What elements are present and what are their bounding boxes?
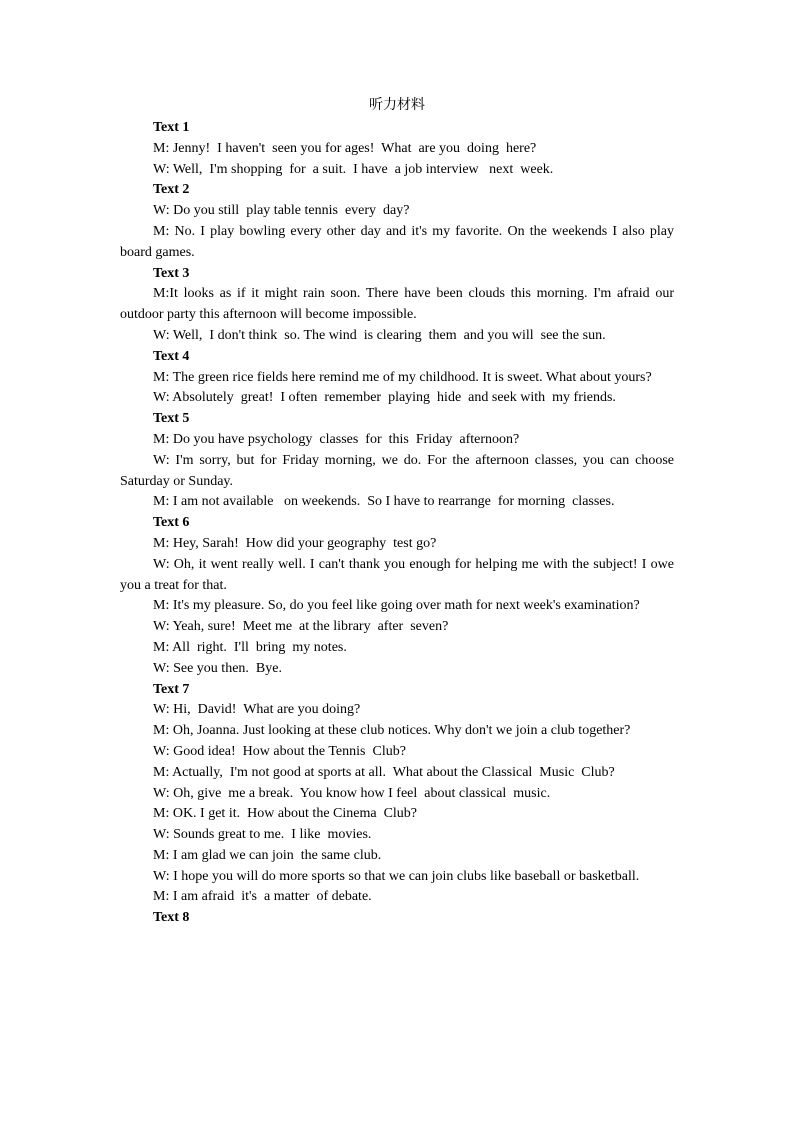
- section-heading: Text 1: [153, 120, 190, 135]
- dialogue-line: W: See you then. Bye.: [153, 660, 282, 676]
- section-heading: Text 3: [153, 265, 190, 281]
- dialogue-line: M: Jenny! I haven't seen you for ages! What are you doing here?: [153, 140, 537, 156]
- section-heading: Text 7: [153, 681, 190, 697]
- dialogue-line: W: Oh, give me a break. You know how I feel about classical music.: [153, 785, 551, 801]
- dialogue-line: M: It's my pleasure. So, do you feel like going over math for next week's examination?: [153, 598, 640, 614]
- section-heading: Text 5: [153, 411, 190, 427]
- section-heading: Text 6: [153, 515, 190, 531]
- dialogue-line: W: Oh, it went really well. I can't thank you enough for helping me with the subject! I owe you a treat for that.: [120, 556, 674, 593]
- section-heading: Text 4: [153, 348, 190, 364]
- section-heading: Text 2: [153, 182, 190, 198]
- dialogue-line: W: Yeah, sure! Meet me at the library after seven?: [153, 619, 449, 635]
- dialogue-line: M: All right. I'll bring my notes.: [153, 639, 347, 655]
- dialogue-line: W: Well, I'm shopping for a suit. I have a job interview next week.: [153, 161, 554, 177]
- dialogue-line: M:It looks as if it might rain soon. There have been clouds this morning. I'm afraid our outdoor party this afternoon will become impossible.: [120, 286, 674, 323]
- page-title: 听力材料: [369, 97, 425, 113]
- dialogue-line: M: OK. I get it. How about the Cinema Club?: [153, 806, 418, 822]
- dialogue-line: W: Good idea! How about the Tennis Club?: [153, 743, 406, 759]
- dialogue-line: M: I am glad we can join the same club.: [153, 847, 382, 863]
- dialogue-line: W: Sounds great to me. I like movies.: [153, 827, 372, 843]
- dialogue-line: M: No. I play bowling every other day and it's my favorite. On the weekends I also play board games.: [120, 223, 674, 260]
- dialogue-line: M: I am afraid it's a matter of debate.: [153, 889, 372, 905]
- dialogue-line: W: Do you still play table tennis every day?: [153, 203, 410, 219]
- dialogue-line: M: Oh, Joanna. Just looking at these club notices. Why don't we join a club together?: [153, 723, 631, 739]
- dialogue-line: W: Absolutely great! I often remember playing hide and seek with my friends.: [153, 390, 616, 406]
- dialogue-line: W: Hi, David! What are you doing?: [153, 702, 361, 718]
- dialogue-line: M: Do you have psychology classes for this Friday afternoon?: [153, 431, 520, 447]
- dialogue-line: W: I hope you will do more sports so that we can join clubs like baseball or basketball.: [153, 868, 640, 884]
- dialogue-line: M: Actually, I'm not good at sports at all. What about the Classical Music Club?: [153, 764, 615, 780]
- dialogue-line: M: The green rice fields here remind me of my childhood. It is sweet. What about yours?: [153, 369, 652, 385]
- listening-transcript: [120, 118, 674, 929]
- dialogue-line: M: I am not available on weekends. So I have to rearrange for morning classes.: [153, 494, 615, 510]
- dialogue-line: M: Hey, Sarah! How did your geography test go?: [153, 535, 437, 551]
- dialogue-line: W: Well, I don't think so. The wind is clearing them and you will see the sun.: [153, 327, 606, 343]
- section-heading: Text 8: [153, 910, 190, 926]
- dialogue-line: W: I'm sorry, but for Friday morning, we do. For the afternoon classes, you can choose Saturday or Sunday.: [120, 452, 674, 489]
